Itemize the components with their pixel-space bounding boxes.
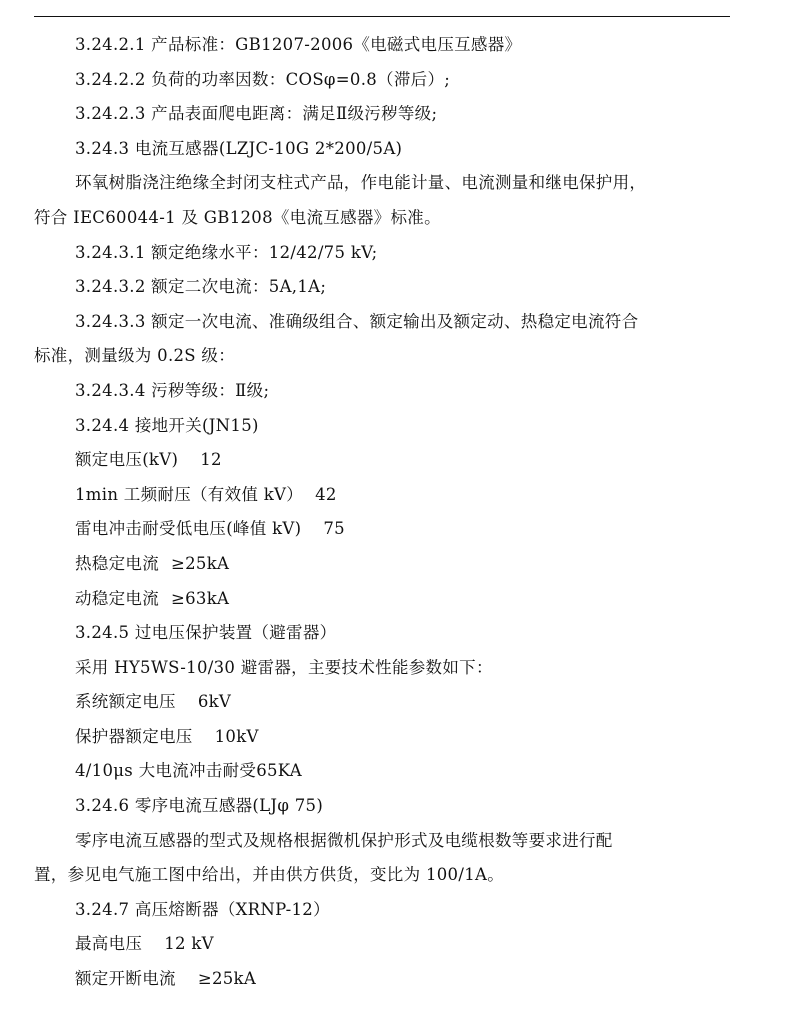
clause-3-24-3-4 [0, 374, 790, 409]
line-text: 3.24.4 接地开关(JN15) [75, 415, 259, 435]
document-body [0, 28, 790, 997]
spec-label: 额定开断电流 [75, 969, 176, 989]
spec-value: 10kV [214, 726, 259, 746]
header-rule [34, 16, 730, 17]
line-text: 环氧树脂浇注绝缘全封闭支柱式产品，作电能计量、电流测量和继电保护用， [75, 173, 647, 193]
line-text: 3.24.3.1 额定绝缘水平：12/42/75 kV; [75, 242, 378, 262]
paragraph-line [0, 201, 790, 236]
line-text: 3.24.2.3 产品表面爬电距离：满足Ⅱ级污秽等级; [75, 104, 438, 124]
clause-3-24-2-2 [0, 63, 790, 98]
spec-label: 系统额定电压 [75, 692, 176, 712]
spec-label: 热稳定电流 [75, 553, 159, 573]
clause-3-24-3-1 [0, 236, 790, 271]
spec-value: 75 [323, 519, 345, 539]
spec-value: 12 kV [164, 934, 214, 954]
spec-row [0, 478, 790, 513]
section-heading-3-24-5 [0, 616, 790, 651]
spec-label: 额定电压(kV) [75, 450, 179, 470]
spec-row [0, 685, 790, 720]
spec-value: ≥25kA [197, 969, 257, 989]
spec-row [0, 547, 790, 582]
line-text: 3.24.3.4 污秽等级：Ⅱ级; [75, 380, 270, 400]
clause-3-24-3-2 [0, 270, 790, 305]
spec-value: ≥63kA [171, 588, 230, 608]
paragraph-line [0, 858, 790, 893]
spec-row [0, 582, 790, 617]
line-text: 符合 IEC60044-1 及 GB1208《电流互感器》标准。 [34, 207, 441, 227]
line-text: 零序电流互感器的型式及规格根据微机保护形式及电缆根数等要求进行配 [75, 830, 613, 850]
paragraph-line [0, 166, 790, 201]
line-text: 3.24.5 过电压保护装置（避雷器） [75, 623, 337, 643]
paragraph-line [0, 339, 790, 374]
spec-row [0, 927, 790, 962]
line-text: 3.24.3.3 额定一次电流、准确级组合、额定输出及额定动、热稳定电流符合 [75, 311, 639, 331]
line-text: 4/10μs 大电流冲击耐受65KA [75, 761, 302, 781]
spec-label: 1min 工频耐压（有效值 kV） [75, 484, 304, 504]
spec-value: 42 [315, 484, 337, 504]
line-text: 标准，测量级为 0.2S 级： [34, 346, 236, 366]
paragraph-line [0, 824, 790, 859]
spec-value: 12 [200, 450, 222, 470]
spec-label: 动稳定电流 [75, 588, 159, 608]
clause-3-24-2-1 [0, 28, 790, 63]
line-text: 3.24.7 高压熔断器（XRNP-12） [75, 899, 330, 919]
spec-row [0, 443, 790, 478]
spec-row [0, 754, 790, 789]
line-text: 采用 HY5WS-10/30 避雷器，主要技术性能参数如下： [75, 657, 493, 677]
line-text: 3.24.2.1 产品标准：GB1207-2006《电磁式电压互感器》 [75, 35, 522, 54]
clause-3-24-3-3 [0, 305, 790, 340]
section-heading-3-24-7 [0, 893, 790, 928]
spec-label: 最高电压 [75, 934, 143, 954]
line-text: 置，参见电气施工图中给出，并由供方供货，变比为 100/1A。 [34, 865, 505, 885]
spec-value: ≥25kA [171, 553, 230, 573]
spec-row [0, 962, 790, 997]
spec-value: 6kV [197, 692, 232, 712]
section-heading-3-24-6 [0, 789, 790, 824]
section-heading-3-24-3 [0, 132, 790, 167]
clause-3-24-2-3 [0, 97, 790, 132]
spec-label: 保护器额定电压 [75, 726, 193, 746]
line-text: 3.24.2.2 负荷的功率因数：COSφ=0.8（滞后）; [75, 69, 451, 89]
line-text: 3.24.6 零序电流互感器(LJφ 75) [75, 796, 324, 816]
section-heading-3-24-4 [0, 409, 790, 444]
spec-row [0, 512, 790, 547]
paragraph-line [0, 651, 790, 686]
spec-row [0, 720, 790, 755]
line-text: 3.24.3 电流互感器(LZJC-10G 2*200/5A) [75, 138, 403, 158]
line-text: 3.24.3.2 额定二次电流：5A,1A; [75, 277, 327, 297]
spec-label: 雷电冲击耐受低电压(峰值 kV) [75, 519, 302, 539]
